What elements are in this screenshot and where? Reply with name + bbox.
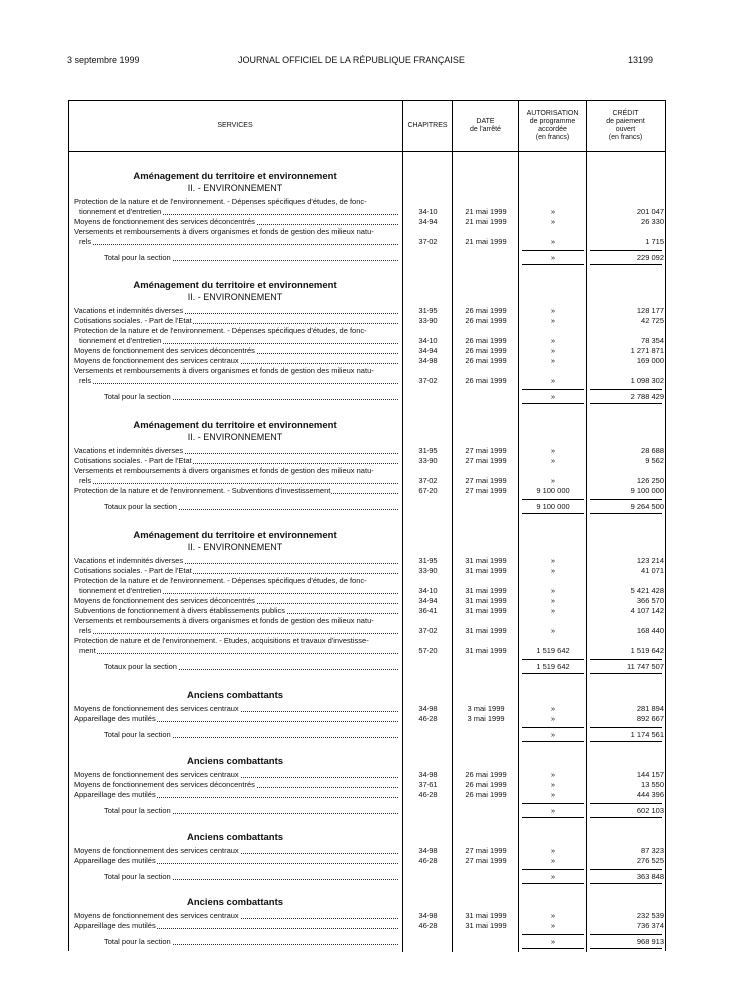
- credit-cell: 444 396: [636, 790, 664, 799]
- date-cell: 27 mai 1999: [465, 446, 507, 455]
- credit-cell: 126 250: [636, 476, 664, 485]
- total-label: [104, 872, 398, 882]
- total-rule: [522, 673, 584, 674]
- credit-cell: 1 519 642: [630, 646, 664, 655]
- total-label: [104, 392, 398, 402]
- total-autorisation: »: [550, 872, 556, 881]
- total-rule: [522, 389, 584, 390]
- credit-cell: 169 000: [636, 356, 664, 365]
- chapitre-cell: 36-41: [418, 606, 438, 615]
- total-autorisation: »: [550, 806, 556, 815]
- column-header-chapitres: [403, 100, 452, 151]
- date-cell: 26 mai 1999: [465, 790, 507, 799]
- autorisation-cell: »: [550, 790, 556, 799]
- autorisation-cell: »: [550, 606, 556, 615]
- credit-cell: 9 100 000: [630, 486, 664, 495]
- chapitre-cell: 34-98: [418, 704, 438, 713]
- date-cell: 21 mai 1999: [465, 217, 507, 226]
- service-text: Moyens de fonctionnement des services déconcentrés: [74, 596, 255, 605]
- credit-cell: 26 330: [641, 217, 664, 226]
- total-autorisation: »: [550, 730, 556, 739]
- service-text: Moyens de fonctionnement des services déconcentrés: [74, 780, 255, 789]
- date-cell: 31 mai 1999: [465, 911, 507, 920]
- date-cell: 31 mai 1999: [465, 646, 507, 655]
- total-rule: [522, 659, 584, 660]
- section-title: Anciens combattants: [186, 690, 284, 701]
- total-rule: [522, 869, 584, 870]
- chapitre-cell: 34-10: [418, 336, 438, 345]
- total-rule: [522, 264, 584, 265]
- service-label: [74, 576, 398, 586]
- credit-cell: 168 440: [636, 626, 664, 635]
- date-cell: 26 mai 1999: [465, 770, 507, 779]
- credit-cell: 281 894: [636, 704, 664, 713]
- total-label: [104, 662, 398, 672]
- section-subtitle: II. - ENVIRONNEMENT: [187, 542, 283, 552]
- autorisation-cell: »: [550, 566, 556, 575]
- column-header-label: de paiement: [606, 117, 645, 125]
- credit-cell: 1 098 302: [630, 376, 664, 385]
- service-label: [74, 486, 398, 496]
- service-text: Versements et remboursements à divers organismes et fonds de gestion des milieux natu-: [74, 366, 374, 375]
- autorisation-cell: »: [550, 911, 556, 920]
- chapitre-cell: 31-95: [418, 556, 438, 565]
- service-text: Appareillage des mutilés: [74, 790, 156, 799]
- column-header-label: ouvert: [615, 125, 636, 133]
- autorisation-cell: »: [550, 217, 556, 226]
- service-label: [79, 626, 398, 636]
- total-rule: [590, 250, 662, 251]
- chapitre-cell: 37-02: [418, 237, 438, 246]
- autorisation-cell: »: [550, 306, 556, 315]
- column-divider: [402, 100, 403, 952]
- total-credit: 363 848: [636, 872, 664, 881]
- date-cell: 26 mai 1999: [465, 306, 507, 315]
- total-rule: [590, 673, 662, 674]
- chapitre-cell: 33-90: [418, 316, 438, 325]
- autorisation-cell: »: [550, 704, 556, 713]
- autorisation-cell: »: [550, 376, 556, 385]
- credit-cell: 42 725: [641, 316, 664, 325]
- total-text: Total pour la section: [104, 730, 171, 739]
- column-header-label: AUTORISATION: [526, 109, 579, 117]
- date-cell: 26 mai 1999: [465, 346, 507, 355]
- service-label: [79, 646, 398, 656]
- service-label: [74, 856, 398, 866]
- date-cell: 3 mai 1999: [467, 714, 505, 723]
- service-text: Cotisations sociales. - Part de l'Etat: [74, 316, 192, 325]
- column-header-date: [453, 100, 518, 151]
- service-label: [74, 197, 398, 207]
- total-rule: [522, 948, 584, 949]
- date-cell: 31 mai 1999: [465, 566, 507, 575]
- autorisation-cell: »: [550, 780, 556, 789]
- credit-cell: 123 214: [636, 556, 664, 565]
- chapitre-cell: 31-95: [418, 306, 438, 315]
- service-text: Protection de la nature et de l'environnement. - Dépenses spécifiques d'études, de fonc-: [74, 197, 367, 206]
- credits-table: [68, 100, 666, 952]
- service-label: [74, 217, 398, 227]
- chapitre-cell: 46-28: [418, 921, 438, 930]
- credit-cell: 41 071: [641, 566, 664, 575]
- service-label: [74, 714, 398, 724]
- total-rule: [590, 741, 662, 742]
- date-cell: 27 mai 1999: [465, 486, 507, 495]
- date-cell: 27 mai 1999: [465, 856, 507, 865]
- total-autorisation: »: [550, 392, 556, 401]
- service-label: [79, 336, 398, 346]
- chapitre-cell: 37-61: [418, 780, 438, 789]
- service-text: Moyens de fonctionnement des services centraux: [74, 770, 239, 779]
- date-cell: 31 mai 1999: [465, 556, 507, 565]
- date-cell: 26 mai 1999: [465, 376, 507, 385]
- service-text: Vacations et indemnités diverses: [74, 306, 184, 315]
- service-label: [79, 237, 398, 247]
- total-rule: [590, 513, 662, 514]
- chapitre-cell: 33-90: [418, 566, 438, 575]
- date-cell: 31 mai 1999: [465, 586, 507, 595]
- chapitre-cell: 34-94: [418, 217, 438, 226]
- service-text: Appareillage des mutilés: [74, 856, 156, 865]
- date-cell: 26 mai 1999: [465, 356, 507, 365]
- service-text: rels: [79, 626, 92, 635]
- service-text: Subventions de fonctionnement à divers établissements publics: [74, 606, 285, 615]
- date-cell: 26 mai 1999: [465, 780, 507, 789]
- service-text: Moyens de fonctionnement des services déconcentrés: [74, 217, 255, 226]
- date-cell: 27 mai 1999: [465, 846, 507, 855]
- total-text: Total pour la section: [104, 937, 171, 946]
- total-rule: [522, 883, 584, 884]
- total-rule: [590, 727, 662, 728]
- autorisation-cell: »: [550, 586, 556, 595]
- service-text: Moyens de fonctionnement des services centraux: [74, 704, 239, 713]
- chapitre-cell: 37-02: [418, 476, 438, 485]
- autorisation-cell: 1 519 642: [536, 646, 570, 655]
- column-header-label: DATE: [476, 117, 495, 125]
- service-label: [74, 704, 398, 714]
- date-cell: 31 mai 1999: [465, 921, 507, 930]
- chapitre-cell: 34-10: [418, 207, 438, 216]
- service-label: [74, 596, 398, 606]
- section-title: Aménagement du territoire et environnement: [133, 530, 337, 541]
- chapitre-cell: 34-98: [418, 846, 438, 855]
- autorisation-cell: »: [550, 316, 556, 325]
- total-rule: [522, 817, 584, 818]
- service-text: Moyens de fonctionnement des services déconcentrés: [74, 346, 255, 355]
- chapitre-cell: 46-28: [418, 856, 438, 865]
- service-label: [74, 366, 398, 376]
- section-subtitle: II. - ENVIRONNEMENT: [187, 292, 283, 302]
- autorisation-cell: »: [550, 846, 556, 855]
- total-rule: [522, 741, 584, 742]
- credit-cell: 28 688: [641, 446, 664, 455]
- section-title: Anciens combattants: [186, 756, 284, 767]
- autorisation-cell: »: [550, 921, 556, 930]
- section-title: Aménagement du territoire et environnement: [133, 171, 337, 182]
- total-credit: 11 747 507: [627, 662, 664, 671]
- service-text: Versements et remboursements à divers organismes et fonds de gestion des milieux natu-: [74, 466, 374, 475]
- service-text: Protection de la nature et de l'environnement. - Subventions d'investissement: [74, 486, 331, 495]
- total-credit: 2 788 429: [630, 392, 664, 401]
- service-text: tionnement et d'entretien: [79, 336, 162, 345]
- section-title: Anciens combattants: [186, 897, 284, 908]
- chapitre-cell: 34-94: [418, 596, 438, 605]
- section-title: Anciens combattants: [186, 832, 284, 843]
- service-label: [74, 566, 398, 576]
- autorisation-cell: »: [550, 770, 556, 779]
- total-credit: 968 913: [636, 937, 664, 946]
- section-title: Aménagement du territoire et environnement: [133, 420, 337, 431]
- service-label: [74, 556, 398, 566]
- journal-title: JOURNAL OFFICIEL DE LA RÉPUBLIQUE FRANÇAISE: [238, 55, 465, 65]
- chapitre-cell: 31-95: [418, 446, 438, 455]
- service-label: [74, 466, 398, 476]
- credit-cell: 276 525: [636, 856, 664, 865]
- credit-cell: 144 157: [636, 770, 664, 779]
- total-rule: [590, 264, 662, 265]
- total-text: Total pour la section: [104, 392, 171, 401]
- service-text: Protection de la nature et de l'environnement. - Dépenses spécifiques d'études, de fonc-: [74, 326, 367, 335]
- date-cell: 21 mai 1999: [465, 207, 507, 216]
- service-text: Versements et remboursements à divers organismes et fonds de gestion des milieux natu-: [74, 227, 374, 236]
- total-label: [104, 806, 398, 816]
- service-label: [74, 636, 398, 646]
- service-text: Appareillage des mutilés: [74, 714, 156, 723]
- total-rule: [590, 869, 662, 870]
- service-label: [74, 606, 398, 616]
- date-cell: 27 mai 1999: [465, 476, 507, 485]
- service-label: [74, 770, 398, 780]
- total-label: [104, 937, 398, 947]
- service-label: [74, 446, 398, 456]
- credit-cell: 736 374: [636, 921, 664, 930]
- total-rule: [590, 883, 662, 884]
- credit-cell: 4 107 142: [630, 606, 664, 615]
- section-subtitle: II. - ENVIRONNEMENT: [187, 183, 283, 193]
- service-label: [74, 790, 398, 800]
- service-text: Appareillage des mutilés: [74, 921, 156, 930]
- total-rule: [590, 934, 662, 935]
- total-rule: [590, 803, 662, 804]
- service-label: [74, 326, 398, 336]
- total-autorisation: 9 100 000: [536, 502, 570, 511]
- column-header-label: (en francs): [535, 133, 570, 141]
- total-rule: [590, 659, 662, 660]
- date-cell: 26 mai 1999: [465, 336, 507, 345]
- service-text: Versements et remboursements à divers organismes et fonds de gestion des milieux natu-: [74, 616, 374, 625]
- total-label: [104, 502, 398, 512]
- chapitre-cell: 46-28: [418, 790, 438, 799]
- total-credit: 1 174 561: [630, 730, 664, 739]
- autorisation-cell: »: [550, 556, 556, 565]
- service-label: [79, 476, 398, 486]
- service-text: Protection de nature et de l'environnement. - Etudes, acquisitions et travaux d'investisse-: [74, 636, 369, 645]
- chapitre-cell: 34-98: [418, 770, 438, 779]
- total-rule: [522, 934, 584, 935]
- total-rule: [590, 948, 662, 949]
- service-label: [74, 356, 398, 366]
- autorisation-cell: »: [550, 596, 556, 605]
- autorisation-cell: »: [550, 476, 556, 485]
- service-label: [79, 586, 398, 596]
- credit-cell: 1 715: [645, 237, 664, 246]
- service-label: [74, 346, 398, 356]
- total-autorisation: »: [550, 937, 556, 946]
- total-credit: 229 092: [636, 253, 664, 262]
- service-text: rels: [79, 237, 92, 246]
- page-number: 13199: [628, 55, 654, 65]
- chapitre-cell: 57-20: [418, 646, 438, 655]
- date-cell: 26 mai 1999: [465, 316, 507, 325]
- service-text: rels: [79, 476, 92, 485]
- credit-cell: 78 354: [641, 336, 664, 345]
- service-text: Protection de la nature et de l'environnement. - Dépenses spécifiques d'études, de fonc-: [74, 576, 367, 585]
- total-rule: [522, 499, 584, 500]
- service-text: tionnement et d'entretien: [79, 586, 162, 595]
- chapitre-cell: 34-94: [418, 346, 438, 355]
- service-label: [79, 376, 398, 386]
- service-text: Moyens de fonctionnement des services centraux: [74, 846, 239, 855]
- service-label: [74, 846, 398, 856]
- section-subtitle: II. - ENVIRONNEMENT: [187, 432, 283, 442]
- column-divider: [586, 100, 587, 952]
- date-cell: 21 mai 1999: [465, 237, 507, 246]
- total-label: [104, 253, 398, 263]
- service-text: Moyens de fonctionnement des services centraux: [74, 356, 239, 365]
- column-header-services: [68, 100, 402, 151]
- service-label: [74, 227, 398, 237]
- column-header-label: CHAPITRES: [407, 121, 448, 129]
- total-rule: [522, 250, 584, 251]
- credit-cell: 128 177: [636, 306, 664, 315]
- header-date: 3 septembre 1999: [67, 55, 140, 65]
- service-label: [74, 456, 398, 466]
- total-rule: [590, 499, 662, 500]
- service-text: Vacations et indemnités diverses: [74, 556, 184, 565]
- chapitre-cell: 37-02: [418, 626, 438, 635]
- date-cell: 27 mai 1999: [465, 456, 507, 465]
- column-divider: [518, 100, 519, 952]
- date-cell: 31 mai 1999: [465, 606, 507, 615]
- total-rule: [522, 513, 584, 514]
- date-cell: 3 mai 1999: [467, 704, 505, 713]
- credit-cell: 201 047: [636, 207, 664, 216]
- credit-cell: 13 550: [641, 780, 664, 789]
- column-header-label: CRÉDIT: [612, 109, 639, 117]
- service-label: [74, 316, 398, 326]
- autorisation-cell: »: [550, 626, 556, 635]
- total-rule: [522, 403, 584, 404]
- service-text: Vacations et indemnités diverses: [74, 446, 184, 455]
- autorisation-cell: 9 100 000: [536, 486, 570, 495]
- credit-cell: 366 570: [636, 596, 664, 605]
- chapitre-cell: 37-02: [418, 376, 438, 385]
- autorisation-cell: »: [550, 237, 556, 246]
- chapitre-cell: 46-28: [418, 714, 438, 723]
- total-autorisation: »: [550, 253, 556, 262]
- service-text: Cotisations sociales. - Part de l'Etat: [74, 456, 192, 465]
- credit-cell: 232 539: [636, 911, 664, 920]
- total-text: Totaux pour la section: [104, 502, 177, 511]
- total-rule: [522, 727, 584, 728]
- chapitre-cell: 34-98: [418, 356, 438, 365]
- credit-cell: 1 271 871: [630, 346, 664, 355]
- total-rule: [590, 403, 662, 404]
- header-rule: [68, 151, 666, 152]
- column-divider: [452, 100, 453, 952]
- total-text: Total pour la section: [104, 806, 171, 815]
- column-header-label: de programme: [529, 117, 576, 125]
- autorisation-cell: »: [550, 207, 556, 216]
- total-text: Total pour la section: [104, 872, 171, 881]
- service-label: [74, 780, 398, 790]
- date-cell: 31 mai 1999: [465, 626, 507, 635]
- service-label: [74, 921, 398, 931]
- service-label: [74, 306, 398, 316]
- total-rule: [590, 389, 662, 390]
- chapitre-cell: 34-10: [418, 586, 438, 595]
- total-rule: [522, 803, 584, 804]
- total-autorisation: 1 519 642: [536, 662, 570, 671]
- autorisation-cell: »: [550, 714, 556, 723]
- total-rule: [590, 817, 662, 818]
- service-text: rels: [79, 376, 92, 385]
- autorisation-cell: »: [550, 446, 556, 455]
- autorisation-cell: »: [550, 456, 556, 465]
- service-text: Moyens de fonctionnement des services centraux: [74, 911, 239, 920]
- section-title: Aménagement du territoire et environnement: [133, 280, 337, 291]
- chapitre-cell: 67-20: [418, 486, 438, 495]
- date-cell: 31 mai 1999: [465, 596, 507, 605]
- credit-cell: 87 323: [641, 846, 664, 855]
- service-label: [79, 207, 398, 217]
- chapitre-cell: 34-98: [418, 911, 438, 920]
- autorisation-cell: »: [550, 346, 556, 355]
- service-text: tionnement et d'entretien: [79, 207, 162, 216]
- autorisation-cell: »: [550, 856, 556, 865]
- column-header-credit: [587, 100, 664, 151]
- autorisation-cell: »: [550, 336, 556, 345]
- column-header-label: SERVICES: [217, 121, 253, 129]
- chapitre-cell: 33-90: [418, 456, 438, 465]
- total-text: Totaux pour la section: [104, 662, 177, 671]
- credit-cell: 9 562: [645, 456, 664, 465]
- column-header-autorisation: [519, 100, 586, 151]
- column-header-label: de l'arrêté: [470, 125, 501, 133]
- total-credit: 602 103: [636, 806, 664, 815]
- column-header-label: (en francs): [608, 133, 643, 141]
- service-text: ment: [79, 646, 96, 655]
- column-header-label: accordée: [538, 125, 567, 133]
- credit-cell: 5 421 428: [630, 586, 664, 595]
- credit-cell: 892 667: [636, 714, 664, 723]
- service-label: [74, 616, 398, 626]
- total-label: [104, 730, 398, 740]
- total-credit: 9 264 500: [630, 502, 664, 511]
- autorisation-cell: »: [550, 356, 556, 365]
- service-text: Cotisations sociales. - Part de l'Etat: [74, 566, 192, 575]
- service-label: [74, 911, 398, 921]
- total-text: Total pour la section: [104, 253, 171, 262]
